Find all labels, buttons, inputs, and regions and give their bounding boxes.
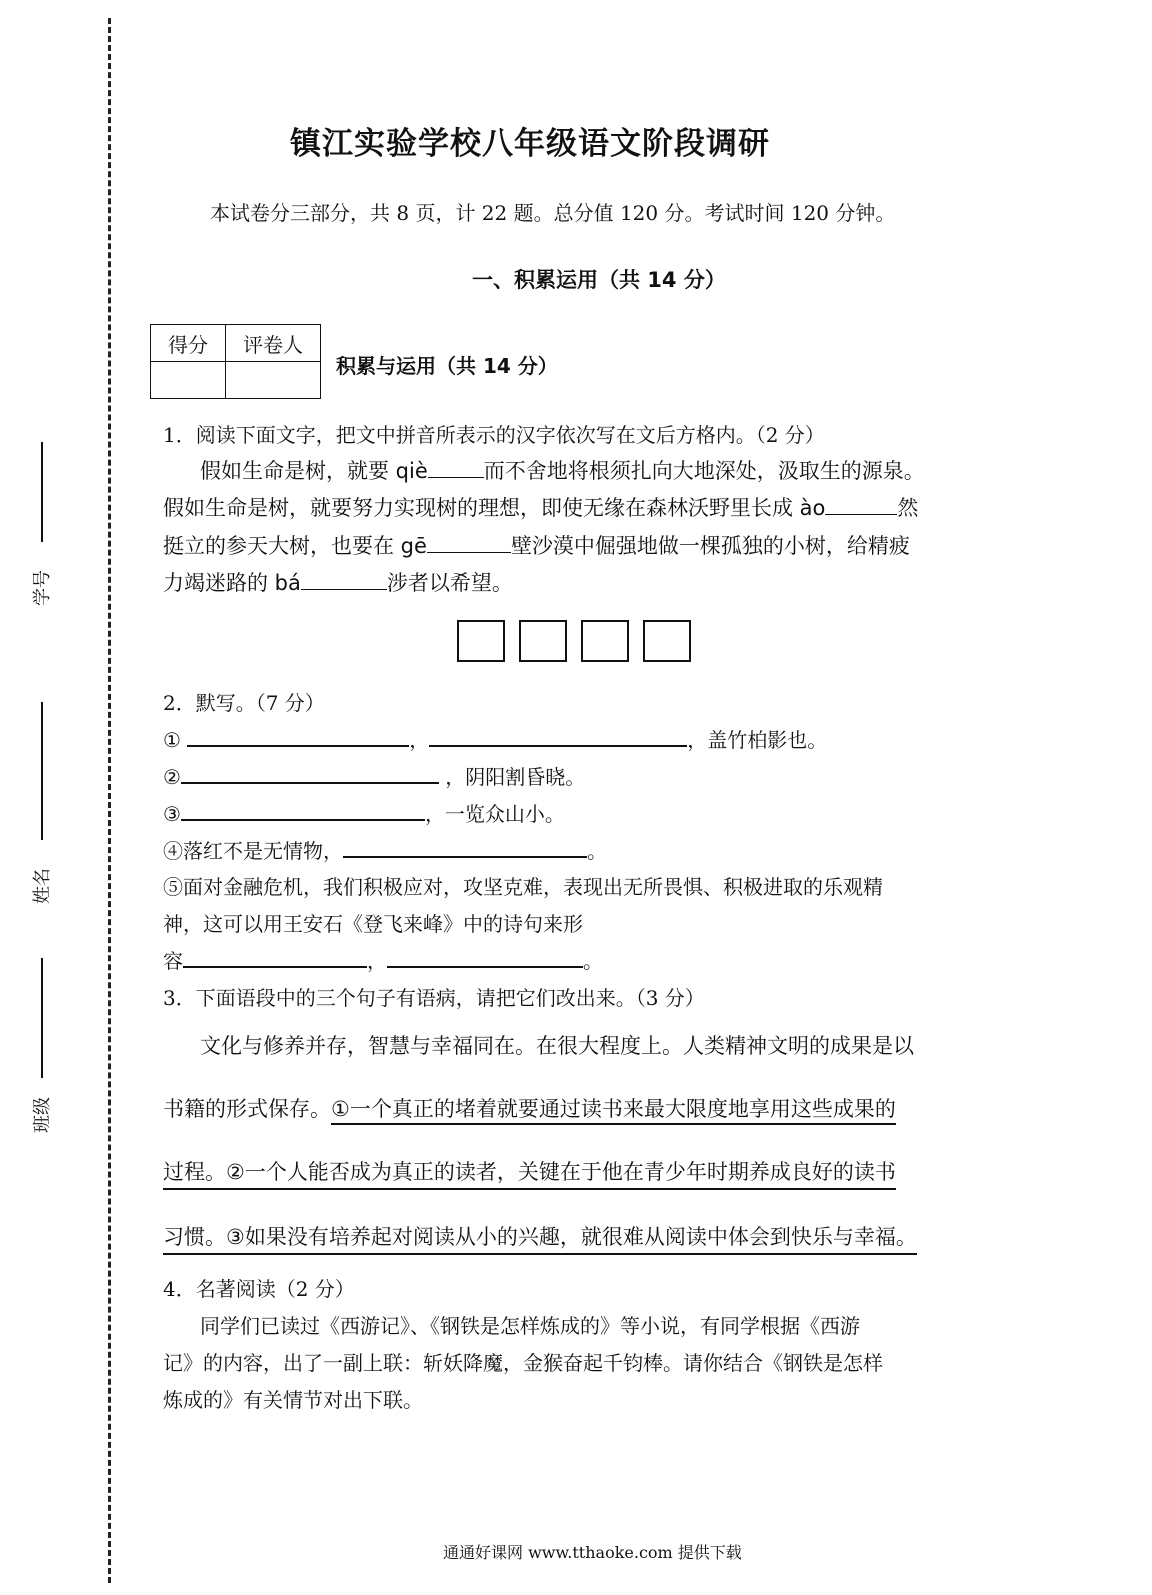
q2-item-4 <box>163 835 607 864</box>
dictation-blank-5b[interactable] <box>387 948 583 968</box>
section-heading: 一、积累运用（共 14 分） <box>472 268 726 292</box>
q1-line-2 <box>163 492 918 522</box>
footer-credit: 通通好课网 www.tthaoke.com 提供下载 <box>443 1543 742 1562</box>
q4-line-3: 炼成的》有关情节对出下联。 <box>163 1388 423 1412</box>
q1-line-3 <box>163 530 910 560</box>
pinyin-blank-1[interactable] <box>428 459 484 478</box>
pinyin-blank-2[interactable] <box>825 496 897 515</box>
q1-line-3b: 壁沙漠中倔强地做一棵孤独的小树，给精疲 <box>510 534 910 558</box>
name-line <box>41 702 43 840</box>
q3-stem: 3．下面语段中的三个句子有语病，请把它们改出来。（3 分） <box>163 986 705 1010</box>
q2-item-5-head: 容 <box>163 949 183 973</box>
q2-item-1-mark: ① <box>163 728 181 752</box>
q2-item-5-line-1: ⑤面对金融危机，我们积极应对，攻坚克难，表现出无所畏惧、积极进取的乐观精 <box>163 875 883 899</box>
score-header: 得分 <box>151 325 226 362</box>
pinyin-blank-3[interactable] <box>427 534 511 553</box>
q4-stem: 4．名著阅读（2 分） <box>163 1277 355 1301</box>
q2-item-5-line-3 <box>163 945 603 974</box>
q2-item-2 <box>163 761 585 790</box>
student-id-line <box>41 442 43 542</box>
grader-cell[interactable] <box>226 362 321 399</box>
q1-stem: 1．阅读下面文字，把文中拼音所表示的汉字依次写在文后方格内。（2 分） <box>163 423 825 447</box>
dictation-blank-5a[interactable] <box>183 948 367 968</box>
q3-para-line-2a: 书籍的形式保存。 <box>163 1097 331 1121</box>
q1-line-1a: 假如生命是树，就要 qiè <box>200 459 428 483</box>
q2-item-5-tail: 。 <box>583 949 603 973</box>
answer-box-2[interactable] <box>519 620 567 662</box>
q4-line-2: 记》的内容，出了一副上联：斩妖降魔，金猴奋起千钧棒。请你结合《钢铁是怎样 <box>163 1351 883 1375</box>
q2-item-4-head: ④落红不是无情物， <box>163 839 343 863</box>
q1-line-2b: 然 <box>897 496 919 520</box>
q3-para-line-1: 文化与修养并存，智慧与幸福同在。在很大程度上。人类精神文明的成果是以 <box>200 1034 914 1058</box>
q3-para-line-2 <box>163 1093 896 1123</box>
q1-line-4 <box>163 567 513 597</box>
q2-item-4-tail: 。 <box>587 839 607 863</box>
dictation-blank-2[interactable] <box>181 764 439 784</box>
score-cell[interactable] <box>151 362 226 399</box>
grader-header: 评卷人 <box>226 325 321 362</box>
binding-dashed-line <box>108 18 111 1583</box>
q1-line-3a: 挺立的参天大树，也要在 gē <box>163 534 427 558</box>
q2-item-5-line-2: 神，这可以用王安石《登飞来峰》中的诗句来形 <box>163 912 583 936</box>
pinyin-blank-4[interactable] <box>301 571 387 590</box>
q2-stem: 2．默写。（7 分） <box>163 691 325 715</box>
answer-box-4[interactable] <box>643 620 691 662</box>
class-line <box>41 958 43 1078</box>
q2-item-1 <box>163 724 827 753</box>
q1-line-2a: 假如生命是树，就要努力实现树的理想，即使无缘在森林沃野里长成 ào <box>163 496 826 520</box>
q2-item-3 <box>163 798 565 827</box>
class-label: 班级 <box>32 1097 53 1133</box>
q1-line-1b: 而不舍地将根须扎向大地深处，汲取生的源泉。 <box>483 459 925 483</box>
exam-title: 镇江实验学校八年级语文阶段调研 <box>290 126 770 162</box>
name-label: 姓名 <box>32 868 53 904</box>
q2-item-2-tail: ，阴阳割昏晓。 <box>445 765 586 789</box>
q2-item-3-mark: ③ <box>163 802 181 826</box>
section-subheading: 积累与运用（共 14 分） <box>336 354 558 378</box>
q2-item-1-sep: ， <box>409 728 430 752</box>
q3-sentence-1: ①一个真正的堵着就要通过读书来最大限度地享用这些成果的 <box>331 1097 896 1125</box>
q1-line-4b: 涉者以希望。 <box>386 571 513 595</box>
q3-sentence-3: 习惯。③如果没有培养起对阅读从小的兴趣，就很难从阅读中体会到快乐与幸福。 <box>163 1221 917 1255</box>
q4-line-1: 同学们已读过《西游记》、《钢铁是怎样炼成的》等小说，有同学根据《西游 <box>200 1314 860 1338</box>
q1-line-4a: 力竭迷路的 bá <box>163 571 301 595</box>
answer-box-1[interactable] <box>457 620 505 662</box>
q2-item-2-mark: ② <box>163 765 181 789</box>
dictation-blank-1a[interactable] <box>187 727 409 747</box>
dictation-blank-4[interactable] <box>343 838 587 858</box>
q1-line-1 <box>200 455 925 485</box>
q2-item-1-tail: ，盖竹柏影也。 <box>687 728 828 752</box>
score-table <box>150 324 321 399</box>
dictation-blank-3[interactable] <box>181 801 425 821</box>
dictation-blank-1b[interactable] <box>429 727 687 747</box>
exam-intro: 本试卷分三部分，共 8 页，计 22 题。总分值 120 分。考试时间 120 分钟。 <box>210 201 896 225</box>
student-id-label: 学号 <box>32 570 53 606</box>
q2-item-3-tail: ，一览众山小。 <box>424 802 565 826</box>
q3-sentence-2: 过程。②一个人能否成为真正的读者，关键在于他在青少年时期养成良好的读书 <box>163 1156 896 1190</box>
answer-box-3[interactable] <box>581 620 629 662</box>
q2-item-5-sep: ， <box>367 949 387 973</box>
